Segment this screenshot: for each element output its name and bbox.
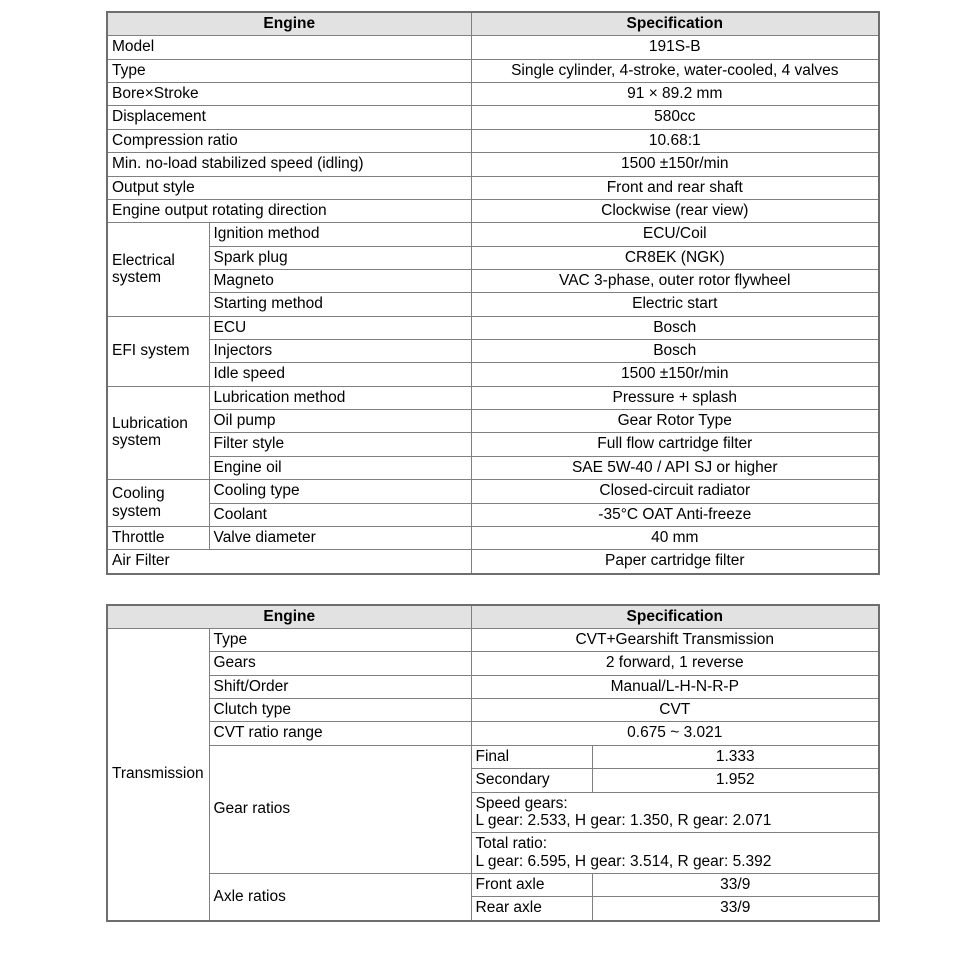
row-label: Valve diameter	[209, 526, 471, 549]
row-label: Displacement	[107, 106, 471, 129]
table-row	[107, 316, 879, 339]
row-label: Cooling type	[209, 480, 471, 503]
row-value: Bosch	[471, 316, 879, 339]
row-value: Clockwise (rear view)	[471, 199, 879, 222]
row-value: 580cc	[471, 106, 879, 129]
table-row	[107, 363, 879, 386]
row-value: 1500 ±150r/min	[471, 153, 879, 176]
row-value: 33/9	[592, 897, 879, 921]
table-header-row	[107, 12, 879, 36]
row-label: Secondary	[471, 769, 592, 792]
row-subgroup-label: Axle ratios	[209, 873, 471, 920]
row-subgroup-label: Gear ratios	[209, 745, 471, 873]
row-label: Final	[471, 745, 592, 768]
table-row	[107, 480, 879, 503]
table-row	[107, 526, 879, 549]
row-group-label: Lubrication system	[107, 386, 209, 479]
row-label: Injectors	[209, 340, 471, 363]
table-row	[107, 550, 879, 574]
table-row	[107, 410, 879, 433]
table-row	[107, 83, 879, 106]
table-row	[107, 873, 879, 896]
column-header-specification: Specification	[471, 12, 879, 36]
row-value: Manual/L-H-N-R-P	[471, 675, 879, 698]
table-header-row	[107, 605, 879, 629]
table-row	[107, 223, 879, 246]
row-value: 33/9	[592, 873, 879, 896]
row-label: Starting method	[209, 293, 471, 316]
row-value: Front and rear shaft	[471, 176, 879, 199]
column-header-specification: Specification	[471, 605, 879, 629]
multiline-line: L gear: 2.533, H gear: 1.350, R gear: 2.071	[475, 811, 772, 829]
table-row	[107, 59, 879, 82]
table-row	[107, 129, 879, 152]
row-label: Compression ratio	[107, 129, 471, 152]
row-label: Type	[209, 628, 471, 651]
row-value: CR8EK (NGK)	[471, 246, 879, 269]
row-label: CVT ratio range	[209, 722, 471, 745]
table-row	[107, 699, 879, 722]
row-value: CVT	[471, 699, 879, 722]
row-label: Shift/Order	[209, 675, 471, 698]
engine-specification-table	[106, 11, 880, 575]
row-value: CVT+Gearshift Transmission	[471, 628, 879, 651]
row-label: Magneto	[209, 269, 471, 292]
row-value: Closed-circuit radiator	[471, 480, 879, 503]
row-value: 1.333	[592, 745, 879, 768]
row-multiline-value	[471, 833, 879, 874]
row-value: 91 × 89.2 mm	[471, 83, 879, 106]
row-label: Front axle	[471, 873, 592, 896]
table-row	[107, 199, 879, 222]
row-value: Pressure + splash	[471, 386, 879, 409]
row-label: Coolant	[209, 503, 471, 526]
column-header-engine: Engine	[107, 12, 471, 36]
row-label: Spark plug	[209, 246, 471, 269]
row-label: Min. no-load stabilized speed (idling)	[107, 153, 471, 176]
row-value: 10.68:1	[471, 129, 879, 152]
multiline-line: Speed gears:	[475, 794, 568, 812]
table-row	[107, 652, 879, 675]
row-label: Rear axle	[471, 897, 592, 921]
row-label: Output style	[107, 176, 471, 199]
table-row	[107, 153, 879, 176]
row-group-label: Electrical system	[107, 223, 209, 316]
row-value: SAE 5W-40 / API SJ or higher	[471, 456, 879, 479]
table-row	[107, 745, 879, 768]
row-group-label: Throttle	[107, 526, 209, 549]
engine-table-body	[107, 36, 879, 574]
table-separator	[0, 575, 980, 604]
row-label: Lubrication method	[209, 386, 471, 409]
row-label: Gears	[209, 652, 471, 675]
row-label: Clutch type	[209, 699, 471, 722]
row-value: VAC 3-phase, outer rotor flywheel	[471, 269, 879, 292]
table-row	[107, 456, 879, 479]
row-group-label: Transmission	[107, 628, 209, 920]
row-value: Electric start	[471, 293, 879, 316]
row-value: Gear Rotor Type	[471, 410, 879, 433]
row-value: Single cylinder, 4-stroke, water-cooled, 4 valves	[471, 59, 879, 82]
table-row	[107, 293, 879, 316]
table-row	[107, 722, 879, 745]
row-value: 2 forward, 1 reverse	[471, 652, 879, 675]
table-row	[107, 246, 879, 269]
transmission-specification-table	[106, 604, 880, 922]
row-value: Full flow cartridge filter	[471, 433, 879, 456]
row-label: Ignition method	[209, 223, 471, 246]
row-value: 1500 ±150r/min	[471, 363, 879, 386]
table-row	[107, 36, 879, 59]
table-row	[107, 176, 879, 199]
row-value: 40 mm	[471, 526, 879, 549]
row-label: Idle speed	[209, 363, 471, 386]
row-value: 191S-B	[471, 36, 879, 59]
row-label: ECU	[209, 316, 471, 339]
multiline-line: L gear: 6.595, H gear: 3.514, R gear: 5.392	[475, 852, 772, 870]
row-value: Paper cartridge filter	[471, 550, 879, 574]
row-label: Filter style	[209, 433, 471, 456]
row-value: -35°C OAT Anti-freeze	[471, 503, 879, 526]
table-row	[107, 433, 879, 456]
row-label: Bore×Stroke	[107, 83, 471, 106]
row-value: ECU/Coil	[471, 223, 879, 246]
row-value: 1.952	[592, 769, 879, 792]
multiline-line: Total ratio:	[475, 835, 548, 853]
row-label: Model	[107, 36, 471, 59]
row-label: Engine oil	[209, 456, 471, 479]
row-label: Engine output rotating direction	[107, 199, 471, 222]
row-label: Air Filter	[107, 550, 471, 574]
row-value: Bosch	[471, 340, 879, 363]
column-header-engine: Engine	[107, 605, 471, 629]
table-row	[107, 269, 879, 292]
row-label: Oil pump	[209, 410, 471, 433]
table-row	[107, 503, 879, 526]
row-value: 0.675 ~ 3.021	[471, 722, 879, 745]
transmission-table-body	[107, 628, 879, 920]
row-group-label: Cooling system	[107, 480, 209, 527]
row-label: Type	[107, 59, 471, 82]
table-row	[107, 386, 879, 409]
table-row	[107, 340, 879, 363]
table-row	[107, 628, 879, 651]
row-group-label: EFI system	[107, 316, 209, 386]
table-row	[107, 675, 879, 698]
row-multiline-value	[471, 792, 879, 833]
table-row	[107, 106, 879, 129]
